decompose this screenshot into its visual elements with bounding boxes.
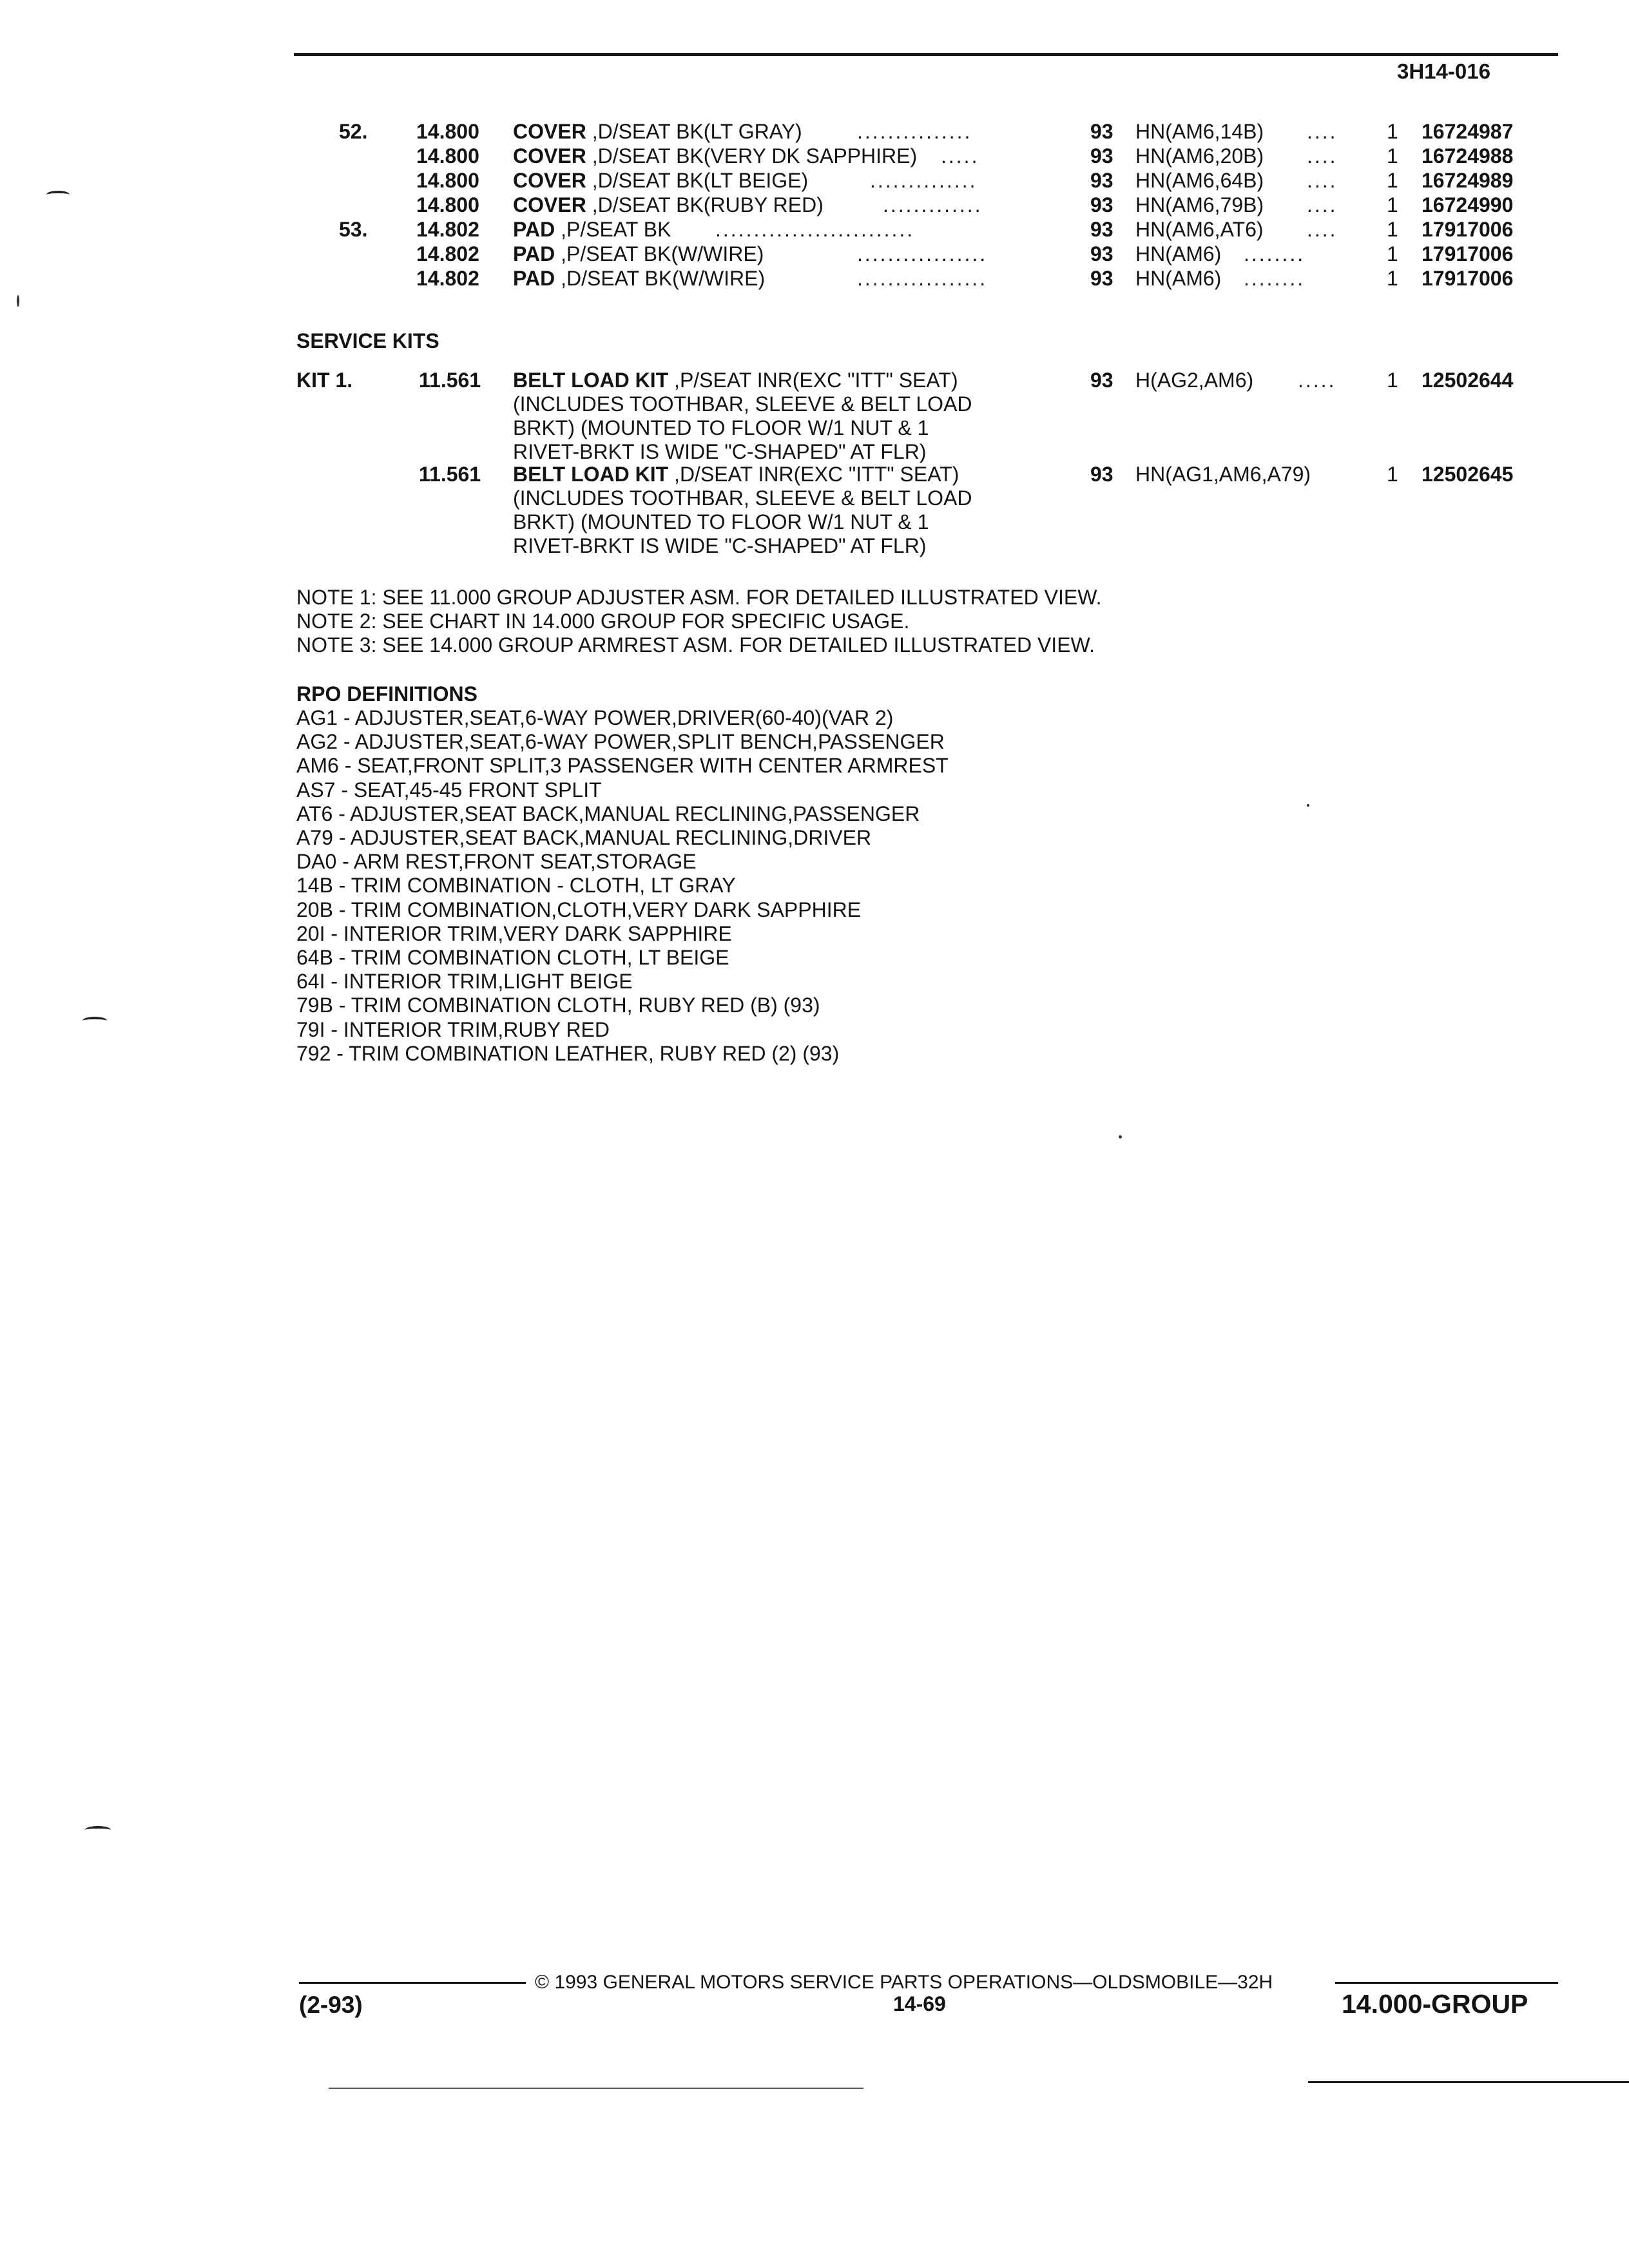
model-year: 93: [1090, 120, 1113, 143]
quantity: 1: [1387, 120, 1398, 143]
leader-dots: .................: [857, 267, 988, 290]
ref-number: 14.800: [416, 169, 479, 192]
model-year: 93: [1090, 144, 1113, 168]
ref-number: 11.561: [419, 369, 481, 392]
part-number: 12502644: [1422, 369, 1514, 392]
part-row: [0, 193, 1629, 217]
application: H(AG2,AM6): [1135, 369, 1254, 392]
part-row: [0, 242, 1629, 266]
part-row: [0, 144, 1629, 168]
ref-number: 14.800: [416, 120, 479, 143]
kit-detail-line: RIVET-BRKT IS WIDE "C-SHAPED" AT FLR): [513, 440, 927, 463]
ref-number: 14.802: [416, 242, 479, 265]
part-name: PAD: [513, 242, 555, 265]
kit-name: BELT LOAD KIT: [513, 463, 669, 486]
kit-name: BELT LOAD KIT: [513, 369, 669, 392]
application-dots: ........: [1244, 242, 1306, 265]
catalog-code: 3H14-016: [1397, 59, 1490, 83]
part-row: [0, 218, 1629, 242]
footer-group: 14.000-GROUP: [1342, 1989, 1528, 2019]
part-desc: ,D/SEAT BK(LT BEIGE): [592, 169, 809, 192]
ref-number: 14.800: [416, 193, 479, 216]
quantity: 1: [1387, 144, 1398, 168]
quantity: 1: [1387, 369, 1398, 392]
rpo-definition: 64I - INTERIOR TRIM,LIGHT BEIGE: [296, 970, 633, 994]
part-name: PAD: [513, 267, 555, 290]
ref-number: 14.802: [416, 267, 479, 290]
model-year: 93: [1090, 463, 1113, 486]
part-desc: ,D/SEAT BK(W/WIRE): [561, 267, 766, 290]
page-number: 14-69: [893, 1992, 946, 2015]
part-description: [513, 218, 671, 242]
application: HN(AG1,AM6,A79): [1135, 463, 1311, 486]
quantity: 1: [1387, 463, 1398, 486]
application-dots: ....: [1307, 169, 1338, 192]
ref-number: 14.800: [416, 144, 479, 168]
application-dots: ....: [1307, 193, 1338, 216]
part-desc: ,D/SEAT BK(LT GRAY): [592, 120, 802, 143]
rpo-definition: 792 - TRIM COMBINATION LEATHER, RUBY RED (2) (93): [296, 1041, 840, 1065]
leader-dots: ...............: [857, 120, 972, 143]
kit-row: [0, 463, 1629, 486]
application: HN(AM6,20B): [1135, 144, 1264, 168]
footer-copyright: © 1993 GENERAL MOTORS SERVICE PARTS OPERATIONS—OLDSMOBILE—32H: [535, 1972, 1273, 1993]
kit-number: KIT 1.: [296, 369, 353, 392]
application-dots: ....: [1307, 144, 1338, 168]
part-desc: ,D/SEAT BK(RUBY RED): [592, 193, 824, 216]
part-description: [513, 169, 808, 193]
application: HN(AM6): [1135, 242, 1222, 265]
part-name: COVER: [513, 193, 586, 216]
scan-speck: [1119, 1135, 1122, 1139]
part-description: [513, 242, 764, 266]
punch-hole-mark: [85, 1826, 111, 1834]
model-year: 93: [1090, 369, 1113, 392]
kit-description: [513, 369, 958, 392]
note-3: NOTE 3: SEE 14.000 GROUP ARMREST ASM. FOR DETAILED ILLUSTRATED VIEW.: [296, 633, 1095, 657]
part-number: 17917006: [1422, 218, 1514, 241]
quantity: 1: [1387, 169, 1398, 192]
part-name: COVER: [513, 144, 586, 168]
part-number: 16724987: [1422, 120, 1514, 143]
item-number: 53.: [339, 218, 368, 241]
quantity: 1: [1387, 267, 1398, 290]
rpo-heading: RPO DEFINITIONS: [296, 682, 477, 706]
part-row: [0, 267, 1629, 291]
scan-speck: [17, 295, 19, 307]
kit-detail-line: (INCLUDES TOOTHBAR, SLEEVE & BELT LOAD: [513, 486, 972, 510]
application: HN(AM6,79B): [1135, 193, 1264, 216]
model-year: 93: [1090, 218, 1113, 241]
rpo-definition: 64B - TRIM COMBINATION CLOTH, LT BEIGE: [296, 946, 729, 969]
item-number: 52.: [339, 120, 368, 143]
rpo-definition: AG2 - ADJUSTER,SEAT,6-WAY POWER,SPLIT BENCH,PASSENGER: [296, 730, 945, 754]
rpo-definition: 79B - TRIM COMBINATION CLOTH, RUBY RED (B) (93): [296, 994, 820, 1017]
application-dots: ....: [1307, 120, 1338, 143]
quantity: 1: [1387, 242, 1398, 265]
part-number: 16724988: [1422, 144, 1514, 168]
rpo-definition: AG1 - ADJUSTER,SEAT,6-WAY POWER,DRIVER(60-40)(VAR 2): [296, 706, 894, 729]
part-row: [0, 120, 1629, 144]
part-number: 17917006: [1422, 267, 1514, 290]
rpo-definition: 20I - INTERIOR TRIM,VERY DARK SAPPHIRE: [296, 921, 732, 945]
rpo-definition: AM6 - SEAT,FRONT SPLIT,3 PASSENGER WITH CENTER ARMREST: [296, 754, 949, 778]
rpo-definition: 14B - TRIM COMBINATION - CLOTH, LT GRAY: [296, 874, 736, 898]
footer-rule-right: [1335, 1982, 1558, 1984]
rpo-definition: AS7 - SEAT,45-45 FRONT SPLIT: [296, 778, 602, 802]
note-1: NOTE 1: SEE 11.000 GROUP ADJUSTER ASM. FOR DETAILED ILLUSTRATED VIEW.: [296, 586, 1102, 609]
kit-desc: ,P/SEAT INR(EXC "ITT" SEAT): [674, 369, 958, 392]
part-desc: ,P/SEAT BK: [561, 218, 671, 241]
scan-rule-left: [329, 2088, 863, 2089]
part-desc: ,D/SEAT BK(VERY DK SAPPHIRE): [592, 144, 918, 168]
application-dots: ........: [1244, 267, 1306, 290]
rpo-definition: 20B - TRIM COMBINATION,CLOTH,VERY DARK SAPPHIRE: [296, 898, 862, 921]
kit-detail-line: RIVET-BRKT IS WIDE "C-SHAPED" AT FLR): [513, 534, 927, 557]
part-name: COVER: [513, 120, 586, 143]
part-desc: ,P/SEAT BK(W/WIRE): [561, 242, 764, 265]
leader-dots: ..........................: [715, 218, 915, 241]
kit-detail-line: BRKT) (MOUNTED TO FLOOR W/1 NUT & 1: [513, 416, 929, 439]
ref-number: 14.802: [416, 218, 479, 241]
scan-rule-right: [1308, 2081, 1629, 2083]
leader-dots: .................: [857, 242, 988, 265]
leader-dots: .....: [941, 144, 979, 168]
rpo-definition: AT6 - ADJUSTER,SEAT BACK,MANUAL RECLINING,PASSENGER: [296, 802, 920, 825]
kit-description: [513, 463, 959, 486]
kit-detail-line: BRKT) (MOUNTED TO FLOOR W/1 NUT & 1: [513, 510, 929, 533]
application: HN(AM6,64B): [1135, 169, 1264, 192]
ref-number: 11.561: [419, 463, 481, 486]
application-dots: .....: [1298, 369, 1336, 392]
application: HN(AM6): [1135, 267, 1222, 290]
part-number: 17917006: [1422, 242, 1514, 265]
part-name: PAD: [513, 218, 555, 241]
kit-row: [0, 369, 1629, 392]
scan-speck: [1307, 804, 1309, 807]
application: HN(AM6,14B): [1135, 120, 1264, 143]
rpo-definition: 79I - INTERIOR TRIM,RUBY RED: [296, 1017, 610, 1041]
part-description: [513, 120, 802, 144]
part-number: 12502645: [1422, 463, 1514, 486]
part-description: [513, 144, 917, 168]
part-row: [0, 169, 1629, 193]
application: HN(AM6,AT6): [1135, 218, 1264, 241]
part-number: 16724989: [1422, 169, 1514, 192]
punch-hole-mark: [46, 191, 70, 198]
punch-hole-mark: [82, 1017, 107, 1024]
kit-desc: ,D/SEAT INR(EXC "ITT" SEAT): [674, 463, 959, 486]
footer-date: (2-93): [299, 1992, 363, 2018]
kit-detail-line: (INCLUDES TOOTHBAR, SLEEVE & BELT LOAD: [513, 392, 972, 416]
application-dots: ....: [1307, 218, 1338, 241]
quantity: 1: [1387, 193, 1398, 216]
part-name: COVER: [513, 169, 586, 192]
note-2: NOTE 2: SEE CHART IN 14.000 GROUP FOR SPECIFIC USAGE.: [296, 610, 910, 633]
model-year: 93: [1090, 267, 1113, 290]
rpo-definition: A79 - ADJUSTER,SEAT BACK,MANUAL RECLINING,DRIVER: [296, 826, 872, 849]
service-kits-heading: SERVICE KITS: [296, 329, 439, 352]
quantity: 1: [1387, 218, 1398, 241]
model-year: 93: [1090, 242, 1113, 265]
model-year: 93: [1090, 193, 1113, 216]
part-number: 16724990: [1422, 193, 1514, 216]
leader-dots: ..............: [870, 169, 978, 192]
part-description: [513, 267, 765, 291]
footer-rule-left: [299, 1982, 526, 1984]
header-rule: [294, 53, 1558, 56]
model-year: 93: [1090, 169, 1113, 192]
leader-dots: .............: [883, 193, 983, 216]
rpo-definition: DA0 - ARM REST,FRONT SEAT,STORAGE: [296, 850, 697, 874]
part-description: [513, 193, 824, 217]
